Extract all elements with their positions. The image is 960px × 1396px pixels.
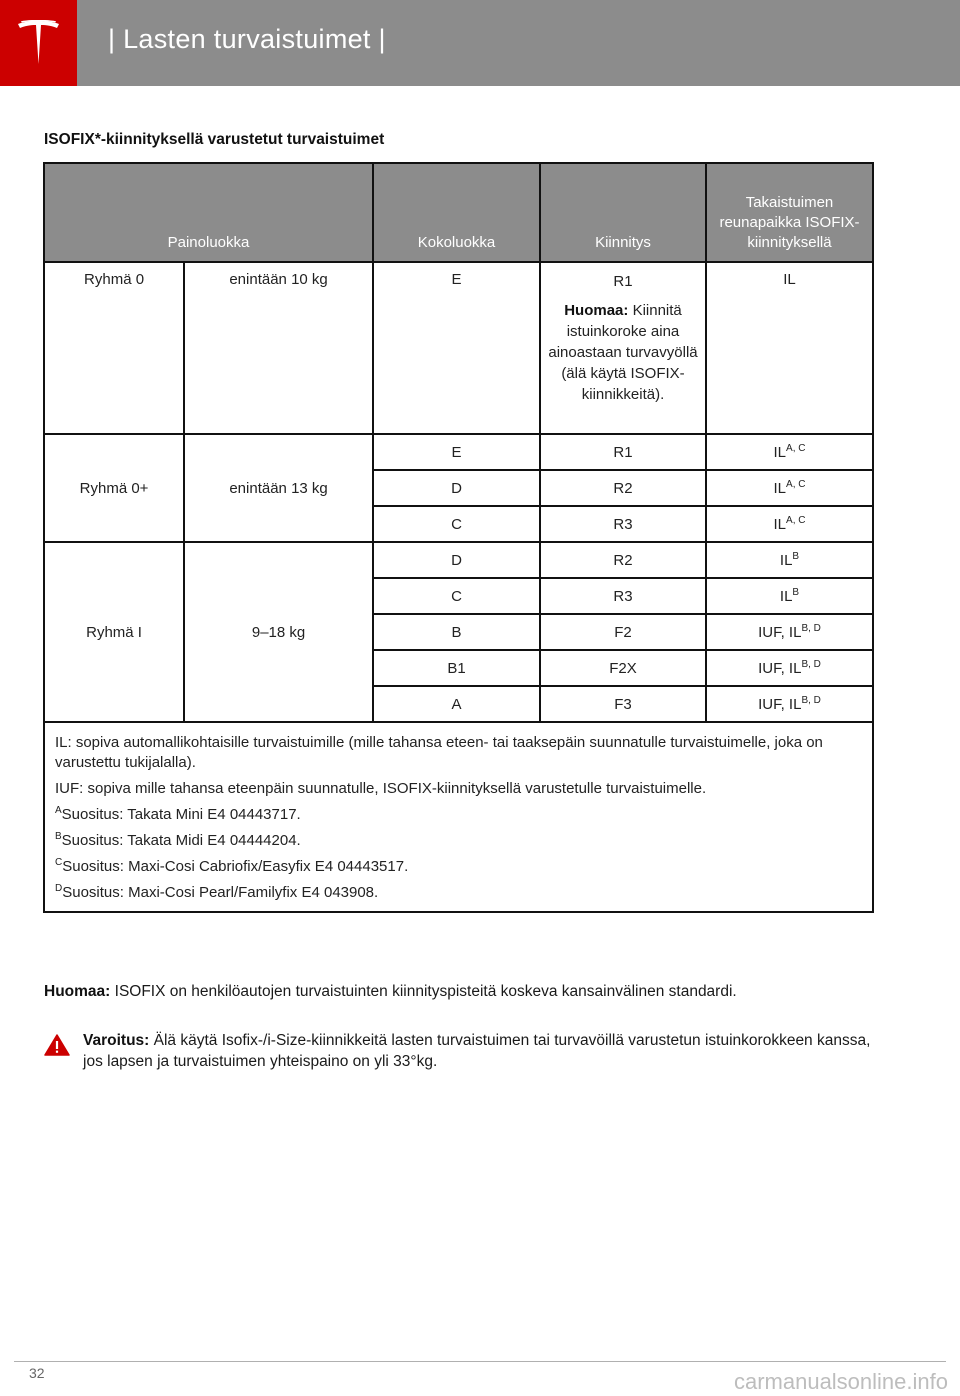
position-cell	[706, 578, 873, 614]
size-cell: E	[373, 434, 540, 470]
size-cell: D	[373, 542, 540, 578]
position-footnote-ref: A, C	[786, 442, 806, 454]
isofix-note	[44, 981, 844, 1002]
page-title: | Lasten turvaistuimet |	[108, 24, 386, 54]
position-cell: IL	[706, 262, 873, 434]
size-cell: B	[373, 614, 540, 650]
fixture-cell: R3	[540, 578, 706, 614]
position-footnote-ref: B	[792, 550, 800, 562]
table-row	[44, 542, 873, 578]
footnote-d	[55, 883, 862, 903]
footnote-mark: A	[55, 805, 62, 816]
position-cell	[706, 434, 873, 470]
header-fixture: Kiinnitys	[540, 163, 706, 262]
footnote-text: Suositus: Maxi-Cosi Cabriofix/Easyfix E4 04443517.	[62, 858, 409, 875]
position-cell	[706, 650, 873, 686]
size-cell: B1	[373, 650, 540, 686]
position-cell	[706, 686, 873, 722]
group-cell: Ryhmä I	[44, 542, 184, 722]
position-value: IL	[779, 587, 793, 605]
note-text: ISOFIX on henkilöautojen turvaistuinten kiinnityspisteitä koskeva kansainvälinen standardi.	[114, 983, 737, 1000]
fixture-cell: R1	[540, 434, 706, 470]
watermark: carmanualsonline.info	[733, 1369, 948, 1394]
footnote-text: Suositus: Takata Mini E4 04443717.	[61, 806, 301, 823]
warning-text	[83, 1030, 873, 1072]
group-cell: Ryhmä 0	[44, 262, 184, 434]
position-footnote-ref: B, D	[801, 694, 821, 706]
size-cell: C	[373, 506, 540, 542]
weight-cell: enintään 10 kg	[184, 262, 373, 434]
footnotes-cell	[44, 722, 873, 912]
footnote-mark: C	[55, 857, 63, 868]
footnote-c	[55, 857, 862, 877]
fixture-value: R1	[613, 273, 633, 290]
size-cell: C	[373, 578, 540, 614]
size-cell: D	[373, 470, 540, 506]
note-label: Huomaa:	[44, 983, 111, 1000]
table-header-row	[44, 163, 873, 262]
footnote-il: IL: sopiva automallikohtaisille turvaistuimille (mille tahansa eteen- tai taaksepäin suunnatulle turvaistuimelle, joka on varustettu tukijalalla).	[55, 734, 823, 771]
position-footnote-ref: A, C	[786, 514, 806, 526]
footnotes-row	[44, 722, 873, 912]
page-number: 32	[29, 1365, 45, 1381]
position-footnote-ref: B	[792, 586, 800, 598]
position-value: IL	[773, 443, 787, 461]
position-value: IUF, IL	[758, 695, 802, 713]
page-header	[0, 0, 960, 86]
section-title: ISOFIX*-kiinnityksellä varustetut turvaistuimet	[44, 131, 385, 148]
header-weight-class: Painoluokka	[44, 163, 373, 262]
footnote-a	[55, 805, 862, 825]
position-value: IUF, IL	[758, 659, 802, 677]
size-cell: E	[373, 262, 540, 434]
fixture-cell: F3	[540, 686, 706, 722]
weight-cell: enintään 13 kg	[184, 434, 373, 542]
fixture-note	[545, 300, 701, 405]
position-value: IL	[779, 551, 793, 569]
fixture-cell: R3	[540, 506, 706, 542]
position-value: IL	[773, 479, 787, 497]
footnote-text: Suositus: Takata Midi E4 04444204.	[61, 832, 301, 849]
warning-label: Varoitus:	[83, 1032, 150, 1049]
weight-cell: 9–18 kg	[184, 542, 373, 722]
table-row	[44, 262, 873, 434]
fixture-cell	[540, 262, 706, 434]
position-value: IL	[773, 515, 787, 533]
fixture-cell: F2X	[540, 650, 706, 686]
note-text: Kiinnitä istuinkoroke aina ainoastaan turvavyöllä (älä käytä ISOFIX-kiinnikkeitä).	[548, 302, 698, 403]
warning-body: Älä käytä Isofix-/i-Size-kiinnikkeitä lasten turvaistuimen tai turvavöillä varustetun istuinkorokkeen kanssa, jos lapsen ja turvaistuimen yhteispaino on yli 33°kg.	[83, 1032, 871, 1070]
position-footnote-ref: B, D	[801, 622, 821, 634]
tesla-logo-icon	[16, 20, 61, 66]
size-cell: A	[373, 686, 540, 722]
footnote-mark: D	[55, 883, 63, 894]
isofix-table	[43, 162, 874, 913]
fixture-cell: R2	[540, 542, 706, 578]
position-value: IUF, IL	[758, 623, 802, 641]
footnote-iuf: IUF: sopiva mille tahansa eteenpäin suunnatulle, ISOFIX-kiinnityksellä varustetulle turvaistuimelle.	[55, 780, 707, 797]
table-row	[44, 434, 873, 470]
position-footnote-ref: B, D	[801, 658, 821, 670]
note-label: Huomaa:	[564, 302, 629, 319]
warning-icon	[44, 1034, 70, 1056]
footer-divider	[14, 1361, 946, 1362]
fixture-cell: F2	[540, 614, 706, 650]
group-cell: Ryhmä 0+	[44, 434, 184, 542]
footnote-mark: B	[55, 831, 62, 842]
position-cell	[706, 470, 873, 506]
position-cell	[706, 542, 873, 578]
fixture-cell: R2	[540, 470, 706, 506]
position-cell	[706, 614, 873, 650]
footnote-text: Suositus: Maxi-Cosi Pearl/Familyfix E4 043908.	[62, 884, 379, 901]
tesla-logo	[0, 0, 77, 86]
header-size-class: Kokoluokka	[373, 163, 540, 262]
footnote-b	[55, 831, 862, 851]
position-footnote-ref: A, C	[786, 478, 806, 490]
header-position: Takaistuimen reunapaikka ISOFIX-kiinnityksellä	[706, 163, 873, 262]
position-cell	[706, 506, 873, 542]
